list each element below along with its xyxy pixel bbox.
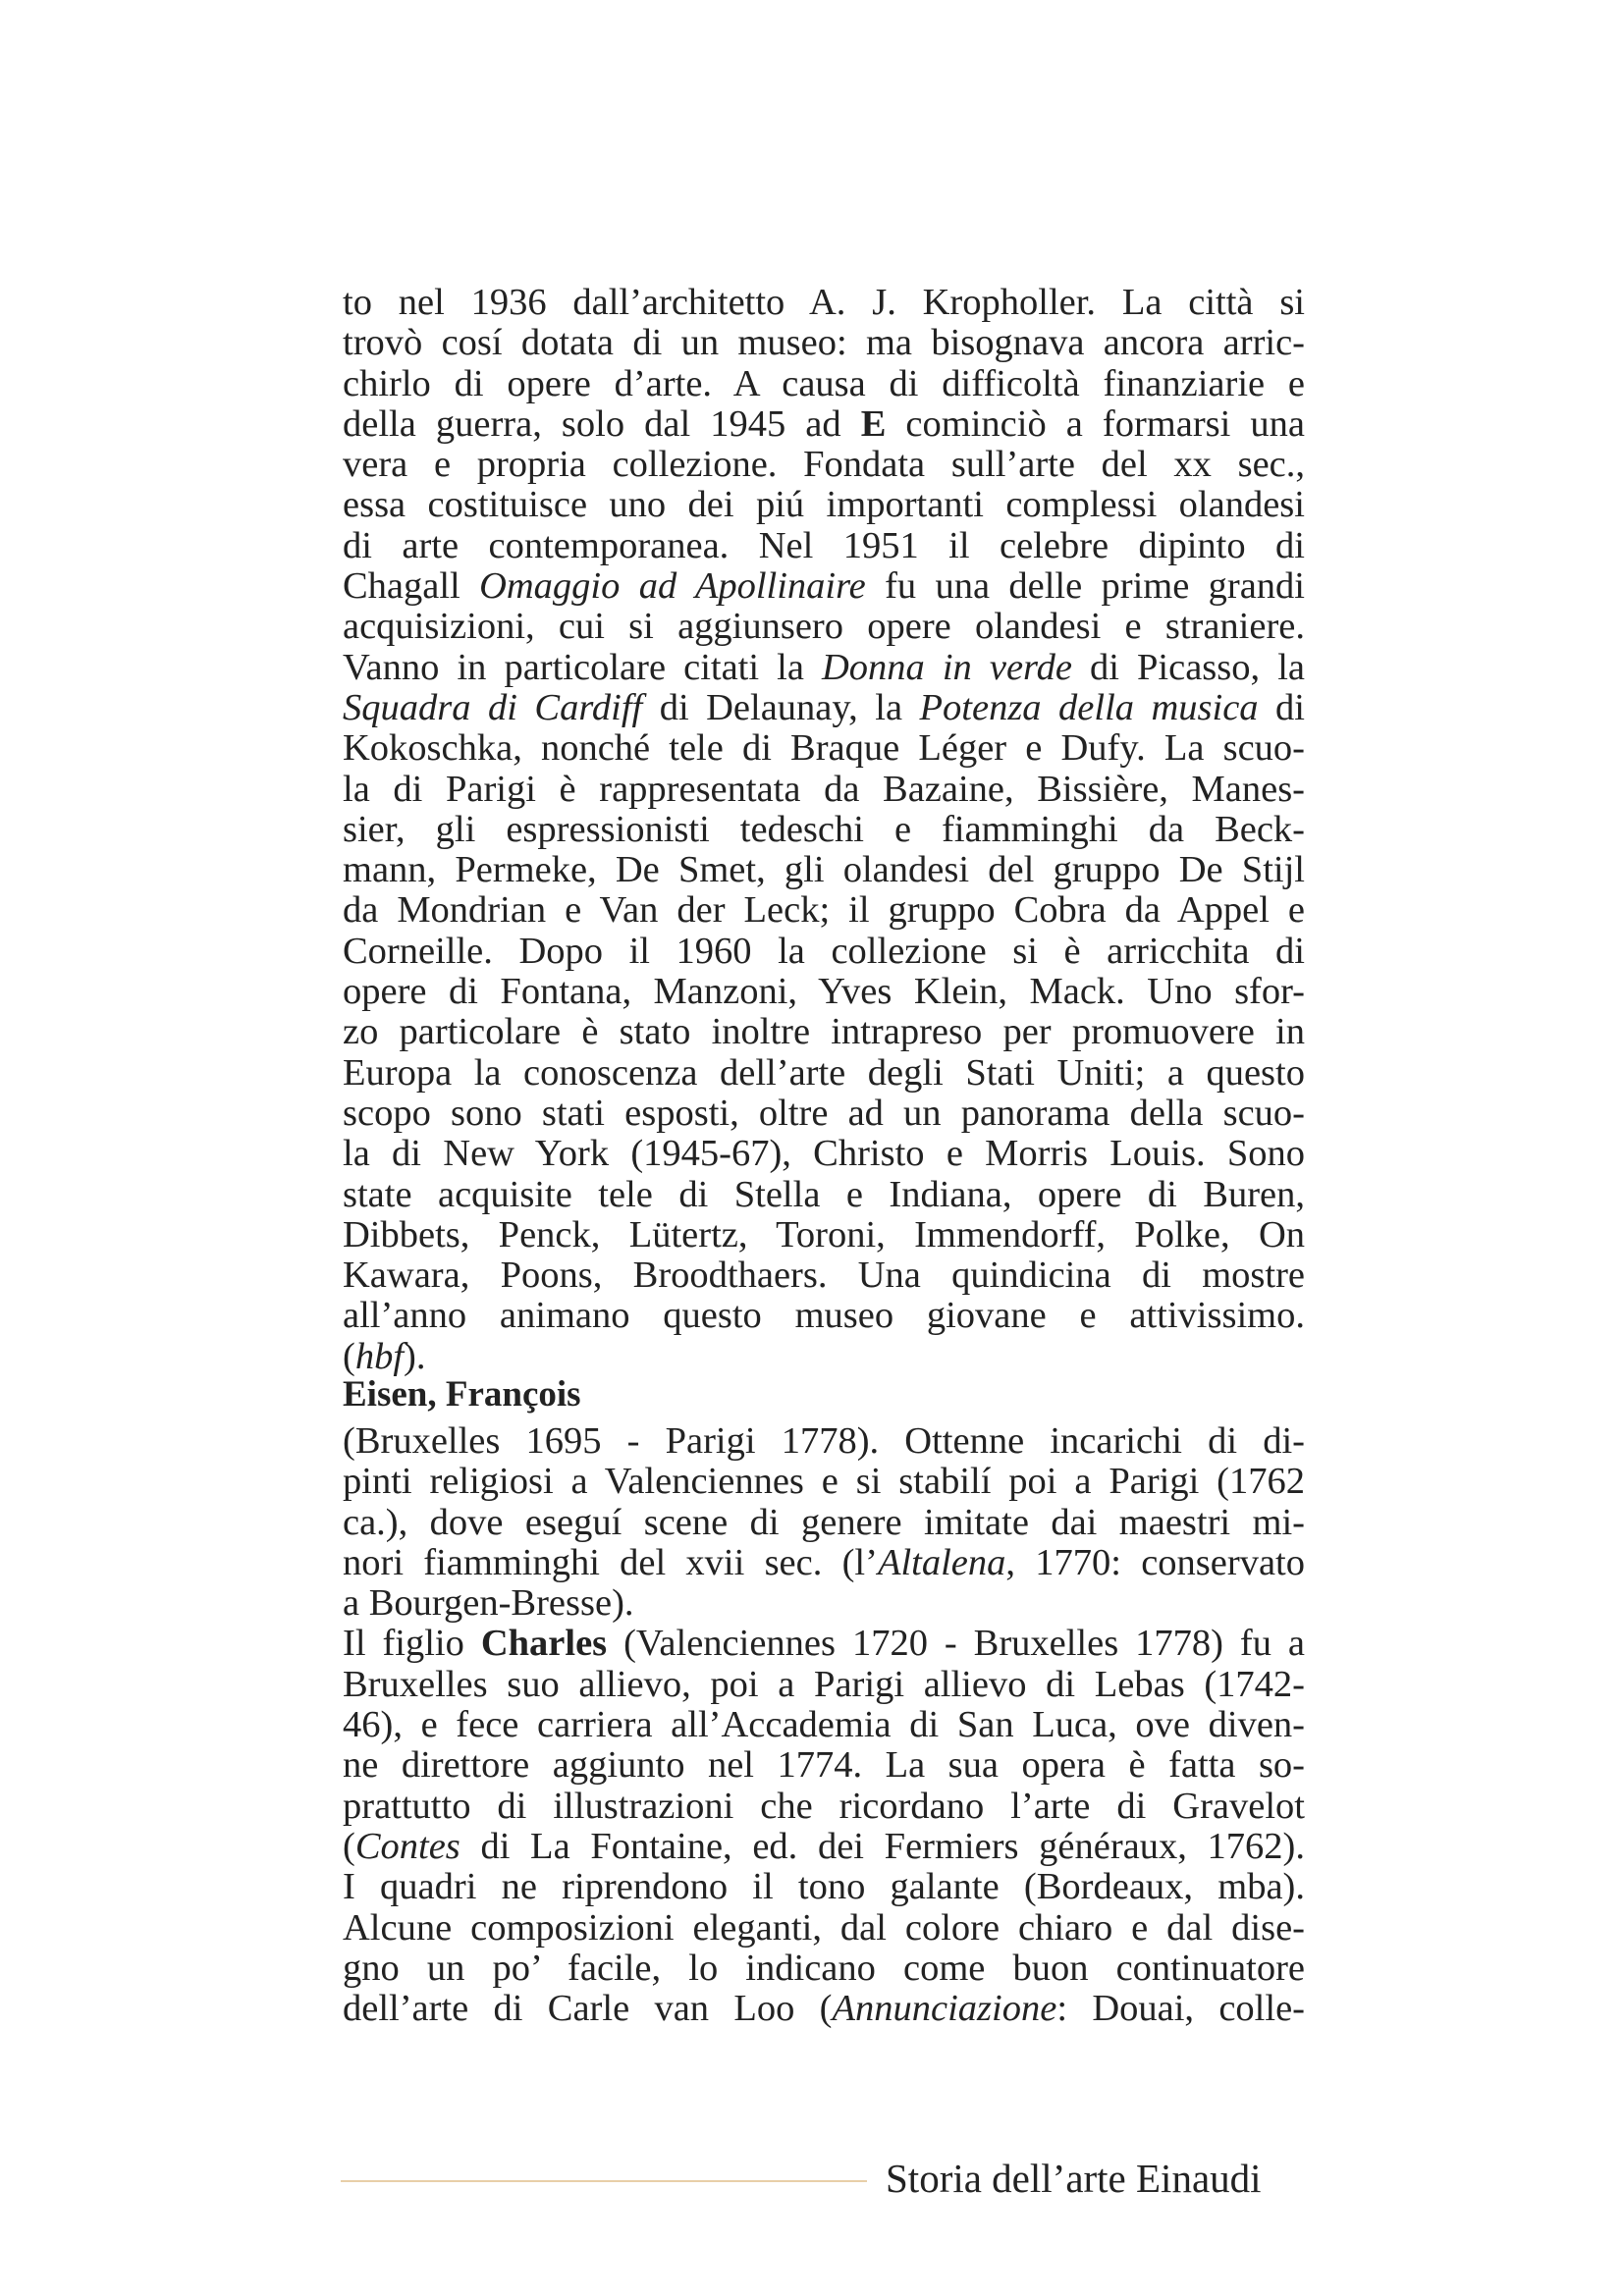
entry-line-13: Alcune composizioni eleganti, dal colore chiaro e dal dise- <box>343 1906 1305 1949</box>
text-line <box>343 1094 1305 1134</box>
intro-line-17: Corneille. Dopo il 1960 la collezione si è arricchita di <box>343 930 1305 972</box>
intro-line-11: Squadra di Cardiff di Delaunay, la Potenza della musica di <box>343 686 1305 728</box>
text-line <box>343 1949 1305 1989</box>
text-line <box>343 1705 1305 1745</box>
entry-line-5: a Bourgen-Bresse). <box>343 1582 634 1625</box>
intro-line-21: scopo sono stati esposti, oltre ad un panorama della scuo- <box>343 1092 1305 1134</box>
intro-line-25: Kawara, Poons, Broodthaers. Una quindicina di mostre <box>343 1255 1305 1297</box>
text-line <box>343 1624 1305 1664</box>
intro-line-23: state acquisite tele di Stella e Indiana, opere di Buren, <box>343 1173 1305 1215</box>
text-line <box>343 648 1305 688</box>
text-line <box>343 1215 1305 1255</box>
intro-line-12: Kokoschka, nonché tele di Braque Léger e Dufy. La scuo- <box>343 727 1305 770</box>
entry-line-11: (Contes di La Fontaine, ed. dei Fermiers généraux, 1762). <box>343 1825 1305 1867</box>
text-line <box>343 485 1305 525</box>
intro-line-1: to nel 1936 dall’architetto A. J. Kropholler. La città si <box>343 282 1305 323</box>
intro-line-27: (hbf). <box>343 1335 426 1377</box>
intro-line-4: della guerra, solo dal 1945 ad E cominciò a formarsi una <box>343 402 1305 445</box>
entry-line-4: nori fiamminghi del xvii sec. (l’Altalena, 1770: conservato <box>343 1541 1305 1583</box>
text-line <box>343 566 1305 607</box>
text-line <box>343 364 1305 404</box>
intro-line-5: vera e propria collezione. Fondata sull’arte del xx sec., <box>343 444 1305 486</box>
text-line <box>343 1908 1305 1949</box>
intro-line-9: acquisizioni, cui si aggiunsero opere olandesi e straniere. <box>343 606 1305 648</box>
text-line <box>343 890 1305 931</box>
text-line <box>343 728 1305 769</box>
text-line <box>343 1827 1305 1867</box>
text-line <box>343 1543 1305 1583</box>
entry-line-14: gno un po’ facile, lo indicano come buon continuatore <box>343 1947 1305 1989</box>
text-line <box>343 1867 1305 1907</box>
entry-line-2: pinti religiosi a Valenciennes e si stabilí poi a Parigi (1762 <box>343 1461 1305 1503</box>
intro-line-24: Dibbets, Penck, Lütertz, Toroni, Immendorff, Polke, On <box>343 1213 1305 1255</box>
text-line <box>343 1989 1305 2029</box>
text-line <box>343 1583 1305 1624</box>
intro-line-14: sier, gli espressionisti tedeschi e fiamminghi da Beck- <box>343 808 1305 850</box>
entry-line-10: prattutto di illustrazioni che ricordano l’arte di Gravelot <box>343 1785 1305 1827</box>
text-line <box>343 1012 1305 1052</box>
text-line <box>343 526 1305 566</box>
text-line <box>343 1503 1305 1543</box>
text-line <box>343 810 1305 850</box>
entry-line-1: (Bruxelles 1695 - Parigi 1778). Ottenne incarichi di di- <box>343 1420 1305 1462</box>
intro-line-8: Chagall Omaggio ad Apollinaire fu una delle prime grandi <box>343 565 1306 608</box>
entry-line-3: ca.), dove eseguí scene di genere imitate dai maestri mi- <box>343 1501 1305 1543</box>
intro-line-18: opere di Fontana, Manzoni, Yves Klein, Mack. Uno sfor- <box>343 971 1305 1013</box>
footer-title: Storia dell’arte Einaudi <box>886 2156 1262 2201</box>
text-line <box>343 932 1305 972</box>
text-line <box>343 1787 1305 1827</box>
text-line <box>343 1421 1305 1462</box>
text-line <box>343 404 1305 445</box>
text-line <box>343 1175 1305 1215</box>
text-line <box>343 445 1305 485</box>
intro-line-7: di arte contemporanea. Nel 1951 il celebre dipinto di <box>343 524 1305 566</box>
intro-line-15: mann, Permeke, De Smet, gli olandesi del gruppo De Stijl <box>343 849 1305 891</box>
intro-line-2: trovò cosí dotata di un museo: ma bisognava ancora arric- <box>343 322 1305 364</box>
entry-body <box>343 1421 1305 2029</box>
entry-line-15: dell’arte di Carle van Loo (Annunciazione: Douai, colle- <box>343 1988 1305 2030</box>
text-line <box>343 1462 1305 1502</box>
text-line <box>343 972 1305 1012</box>
entry-line-8: 46), e fece carriera all’Accademia di San Luca, ove diven- <box>343 1704 1305 1746</box>
intro-line-10: Vanno in particolare citati la Donna in verde di Picasso, la <box>343 646 1305 688</box>
intro-line-20: Europa la conoscenza dell’arte degli Stati Uniti; a questo <box>343 1051 1305 1094</box>
text-line <box>343 1745 1305 1786</box>
intro-paragraph <box>343 283 1305 1377</box>
text-line <box>343 607 1305 647</box>
text-line <box>343 1337 1305 1377</box>
intro-line-22: la di New York (1945-67), Christo e Morris Louis. Sono <box>343 1133 1305 1175</box>
text-line <box>343 770 1305 810</box>
text-line <box>343 850 1305 890</box>
entry-line-7: Bruxelles suo allievo, poi a Parigi allievo di Lebas (1742- <box>343 1663 1305 1705</box>
text-line <box>343 1255 1305 1296</box>
entry-line-9: ne direttore aggiunto nel 1774. La sua opera è fatta so- <box>343 1744 1305 1787</box>
footer-divider <box>341 2180 867 2182</box>
entry-line-12: I quadri ne riprendono il tono galante (Bordeaux, mba). <box>343 1866 1305 1908</box>
text-line <box>343 283 1305 323</box>
intro-line-16: da Mondrian e Van der Leck; il gruppo Cobra da Appel e <box>343 889 1305 932</box>
text-line <box>343 1665 1305 1705</box>
intro-line-6: essa costituisce uno dei piú importanti complessi olandesi <box>343 484 1305 526</box>
intro-line-19: zo particolare è stato inoltre intrapreso per promuovere in <box>343 1011 1305 1053</box>
text-line <box>343 1134 1305 1174</box>
intro-line-26: all’anno animano questo museo giovane e attivissimo. <box>343 1295 1305 1337</box>
text-line <box>343 323 1305 363</box>
text-line <box>343 1296 1305 1336</box>
intro-line-13: la di Parigi è rappresentata da Bazaine, Bissière, Manes- <box>343 768 1305 810</box>
text-line <box>343 688 1305 728</box>
entry-line-6: Il figlio Charles (Valenciennes 1720 - Bruxelles 1778) fu a <box>343 1623 1305 1665</box>
intro-line-3: chirlo di opere d’arte. A causa di difficoltà finanziarie e <box>343 362 1305 404</box>
text-line <box>343 1053 1305 1094</box>
entry-heading: Eisen, François <box>343 1374 581 1415</box>
